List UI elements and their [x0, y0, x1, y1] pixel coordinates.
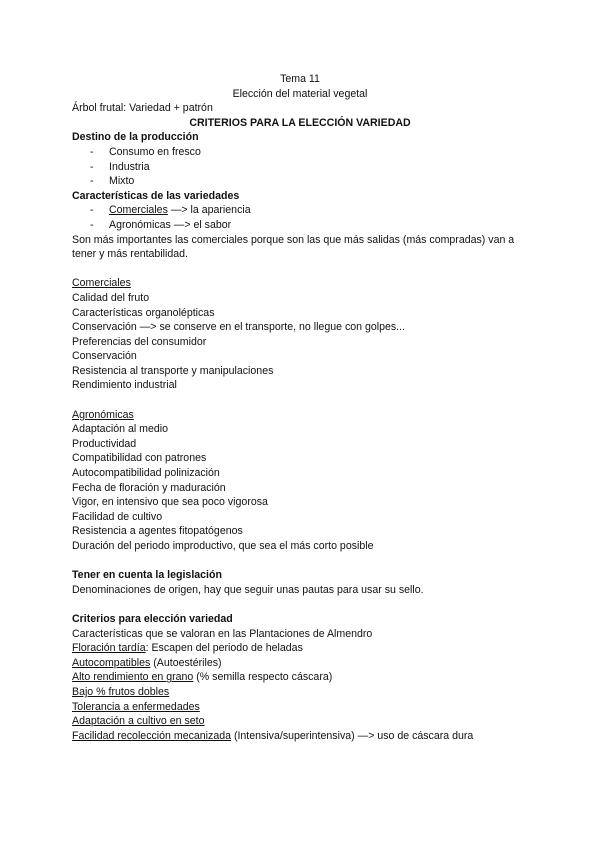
caracteristicas-item: - Comerciales —> la apariencia — [90, 204, 251, 217]
destino-item: - Consumo en fresco — [90, 145, 201, 158]
caracteristicas-heading: Características de las variedades — [72, 189, 240, 202]
comerciales-item: Rendimiento industrial — [72, 379, 177, 392]
agronomicas-item: Compatibilidad con patrones — [72, 452, 207, 465]
comerciales-item: Calidad del fruto — [72, 291, 150, 304]
main-title: CRITERIOS PARA LA ELECCIÓN VARIEDAD — [189, 116, 411, 129]
agronomicas-item: Adaptación al medio — [72, 423, 168, 436]
criterio-autocompatibles: Autocompatibles (Autoestériles) — [72, 656, 222, 669]
criterio-rendimiento: Alto rendimiento en grano (% semilla respecto cáscara) — [72, 671, 333, 684]
comerciales-item: Preferencias del consumidor — [72, 335, 207, 348]
criterio-floracion: Floración tardía: Escapen del periodo de heladas — [72, 642, 303, 655]
destino-item: - Mixto — [90, 175, 135, 188]
agronomicas-item: Facilidad de cultivo — [72, 510, 163, 523]
comerciales-item: Resistencia al transporte y manipulaciones — [72, 364, 274, 377]
caracteristicas-item: - Agronómicas —> el sabor — [90, 218, 232, 231]
criterio-frutos-dobles: Bajo % frutos dobles — [72, 685, 170, 698]
agronomicas-heading: Agronómicas — [72, 408, 134, 421]
comerciales-item: Características organolépticas — [72, 306, 215, 319]
criterio-tolerancia: Tolerancia a enfermedades — [72, 700, 200, 713]
agronomicas-item: Fecha de floración y maduración — [72, 481, 226, 494]
agronomicas-item: Duración del periodo improductivo, que sea el más corto posible — [72, 540, 374, 552]
criterios-heading: Criterios para elección variedad — [72, 612, 233, 625]
comerciales-heading: Comerciales — [72, 277, 131, 290]
agronomicas-item: Productividad — [72, 437, 137, 450]
agronomicas-item: Resistencia a agentes fitopatógenos — [72, 525, 243, 538]
criterio-recoleccion: Facilidad recolección mecanizada (Intensiva/superintensiva) —> uso de cáscara dura — [72, 729, 474, 742]
destino-item: - Industria — [90, 160, 150, 173]
destino-heading: Destino de la producción — [72, 131, 199, 144]
tema-number: Tema 11 — [280, 73, 320, 85]
criterios-intro: Características que se valoran en las Plantaciones de Almendro — [72, 627, 373, 640]
document-subtitle: Elección del material vegetal — [232, 87, 368, 100]
legislacion-text: Denominaciones de origen, hay que seguir unas pautas para usar su sello. — [72, 583, 424, 596]
document-page — [72, 72, 528, 743]
agronomicas-item: Vigor, en intensivo que sea poco vigorosa — [72, 496, 268, 509]
comerciales-item: Conservación — [72, 350, 137, 363]
criterio-adaptacion: Adaptación a cultivo en seto — [72, 715, 205, 728]
legislacion-heading: Tener en cuenta la legislación — [72, 569, 222, 582]
caracteristicas-paragraph: Son más importantes las comerciales porque son las que más salidas (más compradas) van a tener y más rentabilidad. — [72, 233, 515, 261]
comerciales-item: Conservación —> se conserve en el transporte, no llegue con golpes... — [72, 321, 406, 334]
intro-line: Árbol frutal: Variedad + patrón — [72, 102, 213, 115]
agronomicas-item: Autocompatibilidad polinización — [72, 467, 220, 480]
